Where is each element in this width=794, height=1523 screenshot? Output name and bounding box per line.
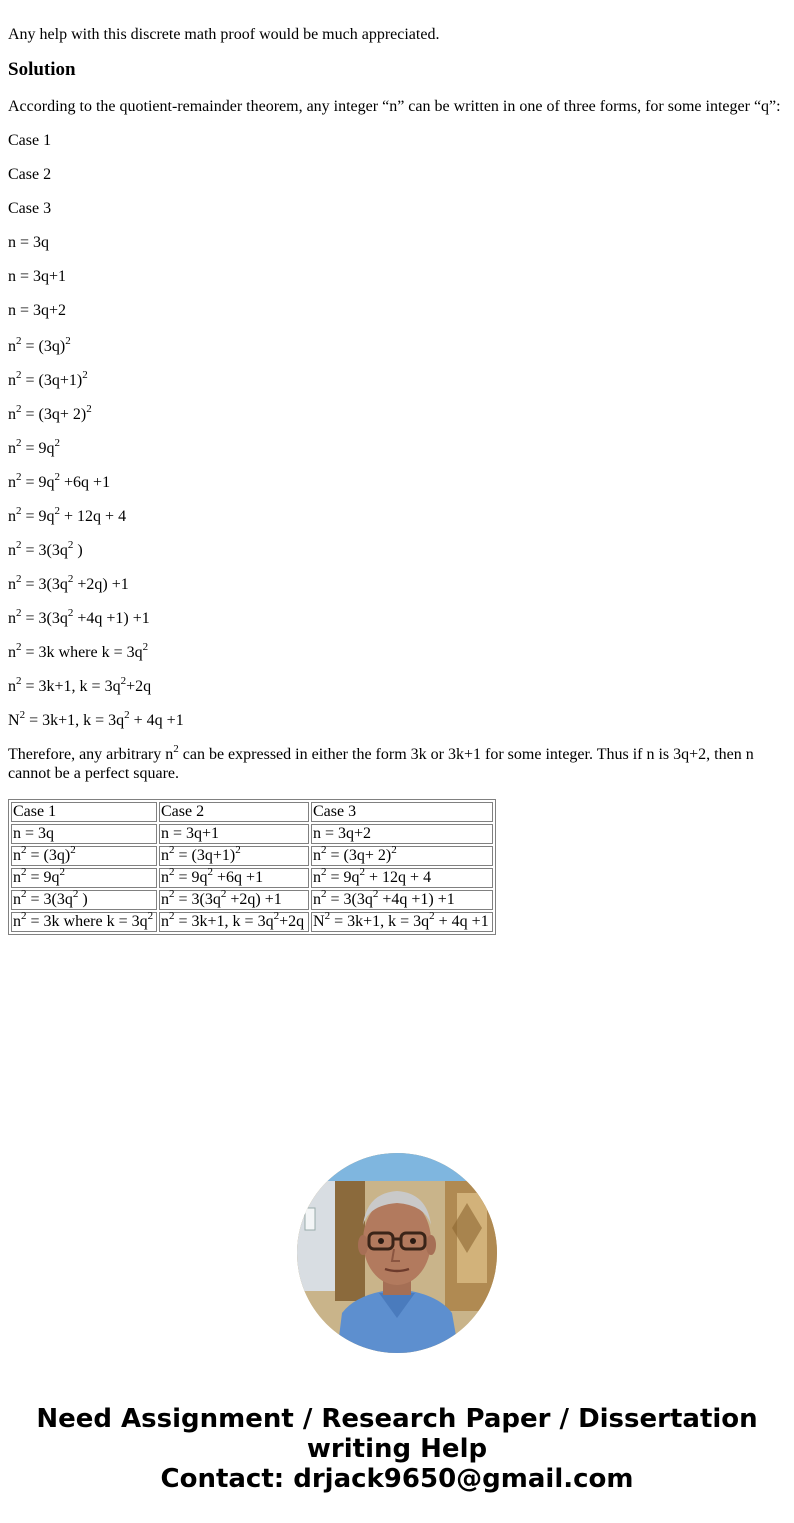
table-cell: $n^2 = (3q+ 2)^2$	[311, 846, 493, 866]
theorem-text: According to the quotient-remainder theorem, any integer “n” can be written in one of three forms, for some integer “q”:	[8, 98, 781, 115]
table-row	[11, 912, 493, 932]
intro-text: Any help with this discrete math proof would be much appreciated.	[8, 26, 440, 43]
factor-line-2: $n^2 = 3(3q^2 +2q) +1$	[8, 572, 129, 593]
form-3: n = 3q+2	[8, 302, 67, 319]
table-row	[11, 868, 493, 888]
table-cell: $n^2 = 9q^2 +6q +1$	[159, 868, 309, 888]
form-2: n = 3q+1	[8, 268, 67, 285]
author-avatar	[297, 1153, 497, 1353]
square-line-2: $n^2 = (3q+1)^2$	[8, 368, 88, 389]
solution-heading: Solution	[8, 59, 76, 80]
footer-line-2: writing Help	[306, 1434, 488, 1464]
table-cell: $n^2 = 3(3q^2 +4q +1) +1$	[311, 890, 493, 910]
table-cell: $n^2 = 3(3q^2 +2q) +1$	[159, 890, 309, 910]
table-cell: n = 3q+2	[311, 824, 493, 844]
table-cell: n = 3q+1	[159, 824, 309, 844]
table-cell: $N^2 = 3k+1$, $k = 3q^2 + 4q +1$	[311, 912, 493, 932]
table-cell: $n^2 = (3q)^2$	[11, 846, 157, 866]
table-row	[11, 824, 493, 844]
footer-line-1: Need Assignment / Research Paper / Dissertation	[36, 1404, 758, 1434]
k-line-1: $n^2 = 3k$ where $k = 3q^2$	[8, 640, 149, 661]
table-cell: $n^2 = 3(3q^2$ )	[11, 890, 157, 910]
table-row	[11, 846, 493, 866]
form-1: n = 3q	[8, 234, 50, 251]
author-photo	[297, 1153, 497, 1353]
table-cell: n = 3q	[11, 824, 157, 844]
table-cell: $n^2 = 9q^2$	[11, 868, 157, 888]
table-cell: Case 2	[159, 802, 309, 822]
table-cell: $n^2 = (3q+1)^2$	[159, 846, 309, 866]
case-3-label: Case 3	[8, 200, 52, 217]
case-2-label: Case 2	[8, 166, 52, 183]
cases-table	[8, 799, 496, 935]
factor-line-3: $n^2 = 3(3q^2 +4q +1) +1$	[8, 606, 150, 627]
footer-contact: Contact: drjack9650@gmail.com	[160, 1464, 634, 1494]
table-row	[11, 802, 493, 822]
table-row	[11, 890, 493, 910]
case-1-label: Case 1	[8, 132, 52, 149]
expand-line-3: $n^2 = 9q^2 + 12q + 4$	[8, 504, 127, 525]
table-cell: Case 3	[311, 802, 493, 822]
expand-line-1: $n^2 = 9q^2$	[8, 436, 61, 457]
k-line-2: $n^2 = 3k+1$, $k = 3q^2+2q$	[8, 674, 152, 695]
k-line-3: $N^2 = 3k+1$, $k = 3q^2 + 4q +1$	[8, 708, 184, 729]
table-cell: Case 1	[11, 802, 157, 822]
table-cell: $n^2 = 3k$ where $k = 3q^2$	[11, 912, 157, 932]
conclusion-text: Therefore, any arbitrary $n^2$ can be expressed in either the form 3k or 3k+1 for some integer. Thus if n is 3q+2, then n cannot be a perfect square.	[8, 742, 754, 782]
factor-line-1: $n^2 = 3(3q^2$ )	[8, 538, 83, 559]
square-line-1: $n^2 = (3q)^2$	[8, 334, 71, 355]
footer-banner	[0, 1404, 794, 1494]
expand-line-2: $n^2 = 9q^2 +6q +1$	[8, 470, 111, 491]
table-cell: $n^2 = 9q^2 + 12q + 4$	[311, 868, 493, 888]
table-cell: $n^2 = 3k+1$, $k = 3q^2+2q$	[159, 912, 309, 932]
square-line-3: $n^2 = (3q+ 2)^2$	[8, 402, 92, 423]
